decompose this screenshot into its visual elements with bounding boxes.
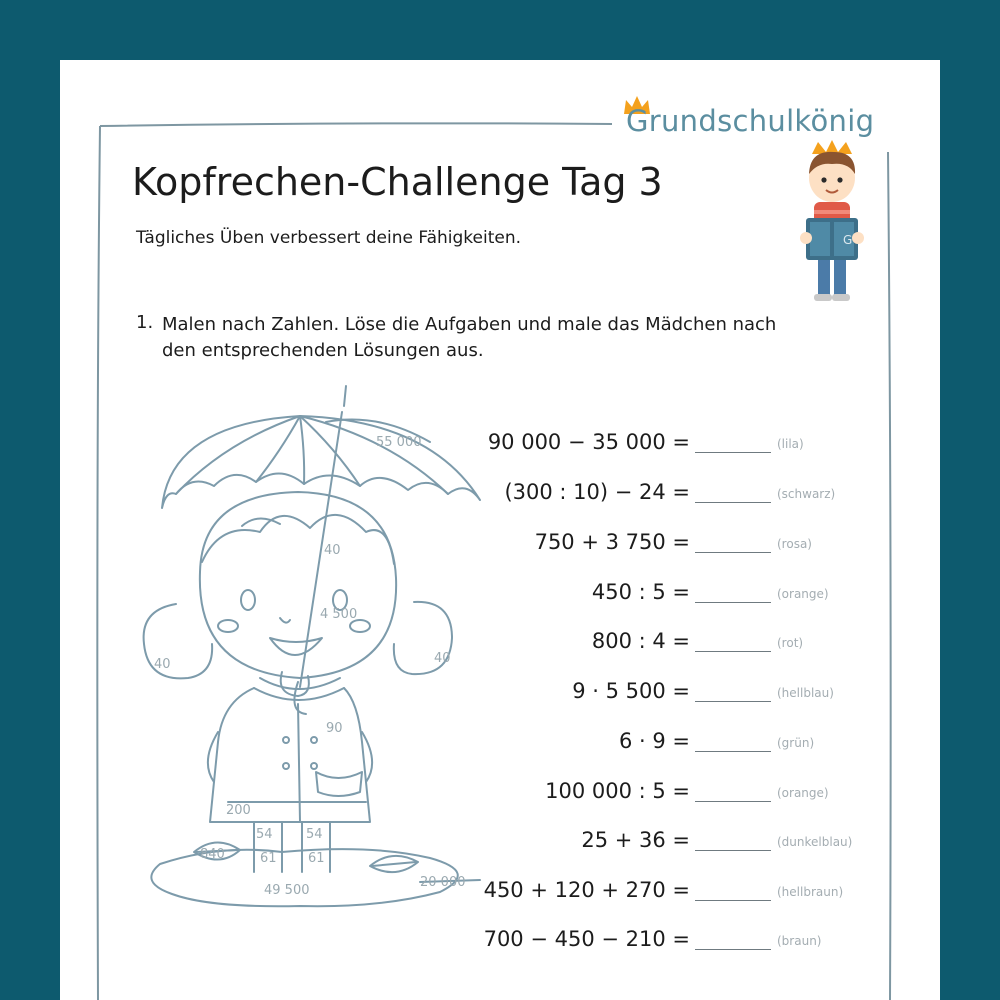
equation-row (440, 878, 880, 908)
color-hint: (schwarz) (777, 487, 836, 501)
equation-row (440, 729, 880, 759)
color-hint: (rosa) (777, 537, 812, 551)
answer-blank (695, 751, 771, 752)
picture-label: 54 (256, 827, 273, 842)
equation-expression: 6 · 9 = (618, 729, 690, 753)
color-hint: (orange) (777, 587, 829, 601)
picture-label: 49 500 (264, 883, 310, 898)
answer-blank (695, 701, 771, 702)
equation-expression: 9 · 5 500 = (572, 679, 690, 703)
picture-label: 61 (260, 851, 277, 866)
picture-label: 55 000 (376, 435, 422, 450)
picture-label: 20 000 (420, 875, 466, 890)
answer-blank (695, 651, 771, 652)
color-hint: (dunkelblau) (777, 835, 853, 849)
task-instruction: Malen nach Zahlen. Löse die Aufgaben und male das Mädchen nach den entsprechenden Lösungen aus. (162, 314, 777, 361)
svg-text:G: G (843, 233, 853, 247)
equation-row (440, 828, 880, 858)
color-hint: (hellblau) (777, 686, 834, 700)
equation-row (440, 430, 880, 460)
boy-reading-illustration (792, 140, 872, 310)
color-hint: (hellbraun) (777, 885, 844, 899)
equation-row (440, 580, 880, 610)
color-hint: (braun) (777, 934, 822, 948)
equation-expression: 90 000 − 35 000 = (487, 430, 690, 454)
picture-label: 40 (154, 657, 171, 672)
equation-expression: 450 + 120 + 270 = (483, 878, 690, 902)
equation-expression: 25 + 36 = (581, 828, 690, 852)
answer-blank (695, 850, 771, 851)
equation-row (440, 679, 880, 709)
answer-blank (695, 900, 771, 901)
color-hint: (orange) (777, 786, 829, 800)
equation-row (440, 779, 880, 809)
color-hint: (rot) (777, 636, 804, 650)
picture-label: 90 (326, 721, 343, 736)
answer-blank (695, 552, 771, 553)
equation-expression: 800 : 4 = (591, 629, 690, 653)
picture-label: 4 500 (320, 607, 358, 622)
worksheet (60, 60, 940, 1000)
page-subtitle: Tägliches Üben verbessert deine Fähigkeiten. (136, 228, 522, 248)
girl-umbrella-illustration (130, 382, 490, 898)
equation-row (440, 629, 880, 659)
equation-row (440, 927, 880, 957)
answer-blank (695, 502, 771, 503)
equation-expression: 100 000 : 5 = (545, 779, 690, 803)
picture-label: 61 (308, 851, 325, 866)
color-hint: (lila) (777, 437, 804, 451)
brand-logo: Grundschulkönig (626, 104, 875, 138)
picture-label: 840 (200, 847, 225, 862)
picture-label: 200 (226, 803, 251, 818)
answer-blank (695, 801, 771, 802)
picture-label: 40 (434, 651, 451, 666)
equation-expression: (300 : 10) − 24 = (504, 480, 690, 504)
color-hint: (grün) (777, 736, 815, 750)
equation-row (440, 530, 880, 560)
answer-blank (695, 602, 771, 603)
equation-row (440, 480, 880, 510)
answer-blank (695, 949, 771, 950)
equation-expression: 700 − 450 − 210 = (483, 927, 690, 951)
picture-label: 54 (306, 827, 323, 842)
task-number: 1. (136, 312, 154, 333)
equation-expression: 750 + 3 750 = (534, 530, 690, 554)
equation-expression: 450 : 5 = (591, 580, 690, 604)
picture-label: 40 (324, 543, 341, 558)
answer-blank (695, 452, 771, 453)
page-title: Kopfrechen-Challenge Tag 3 (132, 160, 663, 204)
